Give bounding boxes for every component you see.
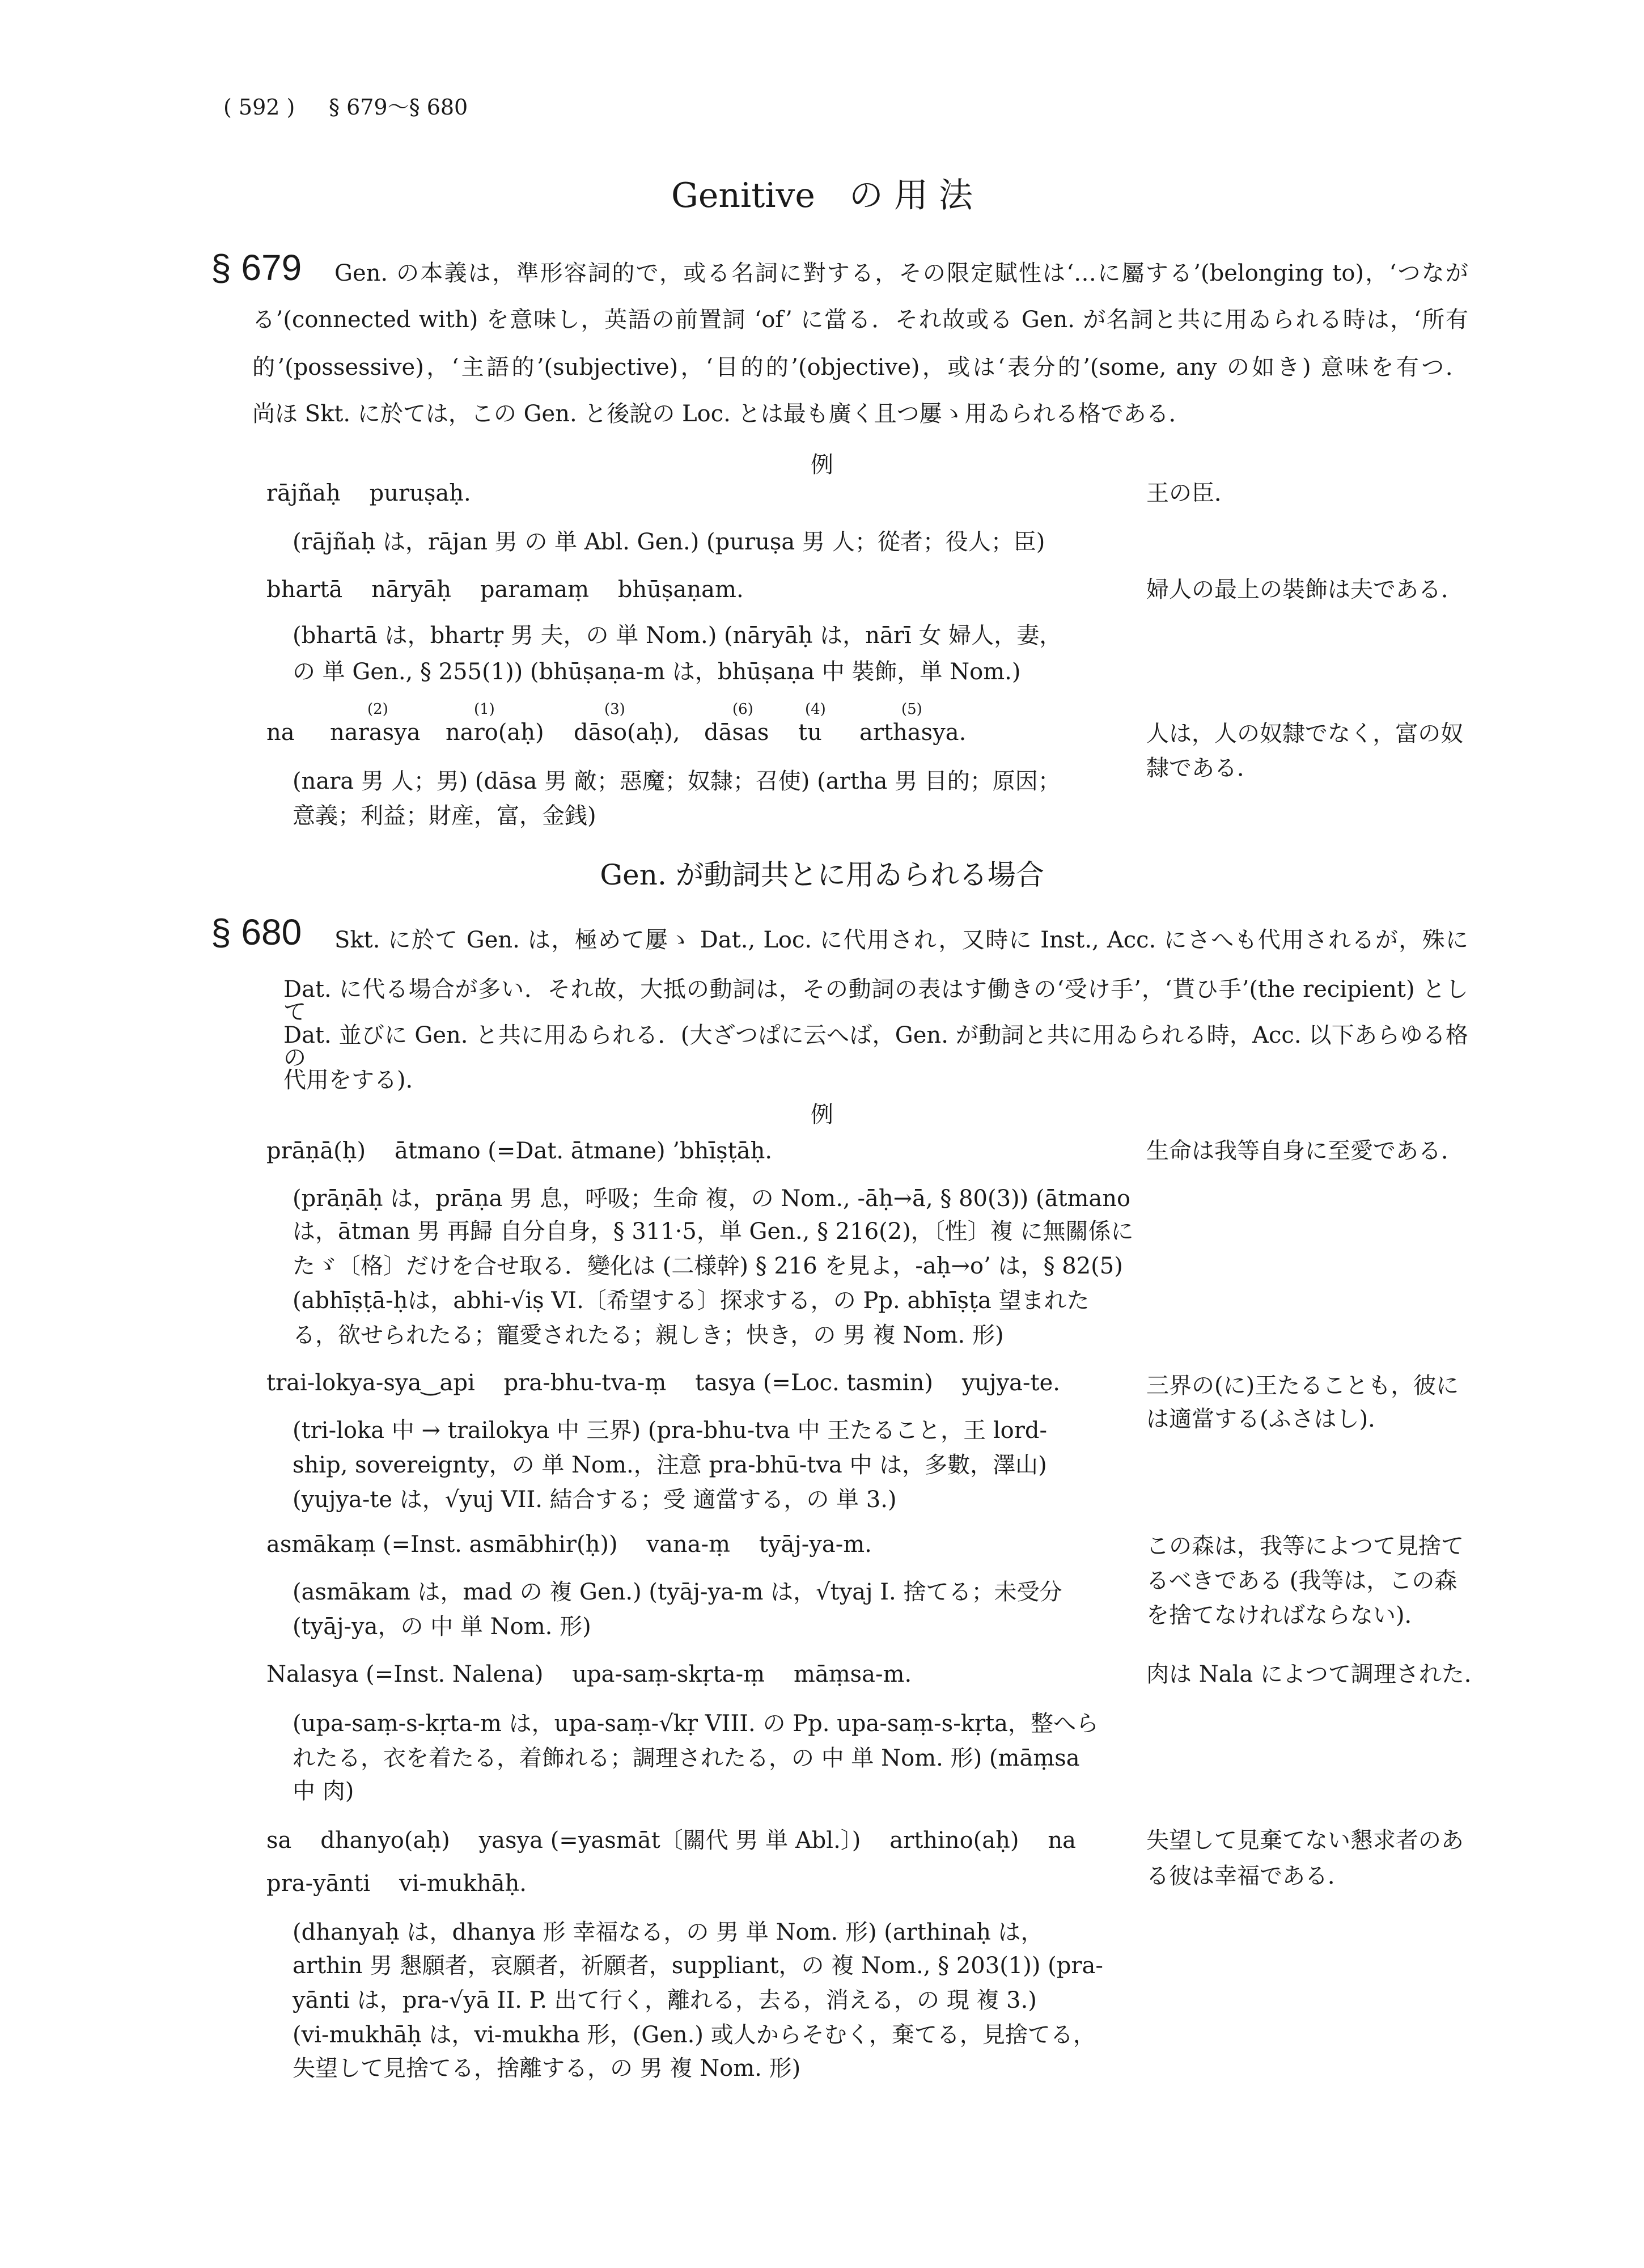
sanskrit-word: dāsas xyxy=(704,720,769,746)
sanskrit-sentence: rājñaḥ puruṣaḥ. xyxy=(266,480,471,506)
sanskrit-word: tu xyxy=(798,720,822,746)
gloss-line: (yujya-te は，√yuj VII. 結合する；受 適當する，の 単 3.) xyxy=(293,1487,897,1513)
gloss-line: の 単 Gen., § 255(1)) (bhūṣaṇa-m は，bhūṣaṇa 中 裝飾，単 Nom.) xyxy=(293,659,1021,685)
word-order-number: (5) xyxy=(901,701,922,718)
sanskrit-sentence: asmākaṃ (=Inst. asmābhir(ḥ)) vana-ṃ tyāj-ya-m. xyxy=(266,1531,872,1558)
section-range: § 679〜§ 680 xyxy=(329,95,468,120)
paragraph-line: Dat. 並びに Gen. と共に用ゐられる．(大ざつぱに云へば，Gen. が動詞と共に用ゐられる時，Acc. 以下あらゆる格の xyxy=(283,1022,1468,1071)
translation: るべきである (我等は，この森 xyxy=(1146,1568,1457,1594)
word-order-number: (4) xyxy=(805,701,826,718)
gloss-line: (rājñaḥ は，rājan 男 の 単 Abl. Gen.) (puruṣa 男 人；從者；役人；臣) xyxy=(293,529,1045,555)
sanskrit-sentence: prāṇā(ḥ) ātmano (=Dat. ātmane) ’bhīṣṭāḥ. xyxy=(266,1138,773,1164)
gloss-line: 失望して見捨てる，捨離する，の 男 複 Nom. 形) xyxy=(293,2055,801,2081)
paragraph-line: 尚ほ Skt. に於ては，この Gen. と後說の Loc. とは最も廣く且つ屢ゝ用ゐられる格である． xyxy=(252,401,1192,427)
gloss-line: (tyāj-ya，の 中 単 Nom. 形) xyxy=(293,1614,591,1640)
sanskrit-sentence: sa dhanyo(aḥ) yasya (=yasmāt〔關代 男 単 Abl.〕) arthino(aḥ) na xyxy=(266,1827,1076,1854)
translation: この森は，我等によつて見捨て xyxy=(1146,1533,1464,1559)
gloss-line: れたる，衣を着たる，着飾れる；調理されたる，の 中 単 Nom. 形) (māṃsa xyxy=(293,1745,1080,1771)
page-number: ( 592 ) xyxy=(223,95,295,120)
sanskrit-sentence: pra-yānti vi-mukhāḥ. xyxy=(266,1871,527,1897)
gloss-line: (asmākam は，mad の 複 Gen.) (tyāj-ya-m は，√tyaj I. 捨てる；未受分 xyxy=(293,1579,1062,1605)
word-order-number: (2) xyxy=(367,701,388,718)
translation: を捨てなければならない)． xyxy=(1146,1602,1427,1628)
gloss-line: (bhartā は，bhartṛ 男 夫，の 単 Nom.) (nāryāḥ は，nārī 女 婦人，妻， xyxy=(293,623,1062,649)
word-order-number: (1) xyxy=(474,701,495,718)
example-label: 例 xyxy=(811,452,833,478)
gloss-line: (dhanyaḥ は，dhanya 形 幸福なる，の 男 単 Nom. 形) (arthinaḥ は， xyxy=(293,1919,1044,1945)
translation: 王の臣． xyxy=(1146,480,1237,506)
sanskrit-word: dāso(aḥ), xyxy=(574,720,680,746)
gloss-line: (vi-mukhāḥ は，vi-mukha 形，(Gen.) 或人からそむく，棄てる，見捨てる， xyxy=(293,2022,1096,2048)
sanskrit-word: arthasya. xyxy=(859,720,967,746)
paragraph-line: Gen. の本義は，準形容詞的で，或る名詞に對する，その限定賦性は‘…に屬する’(belonging to)，‘つなが xyxy=(334,260,1468,286)
paragraph-line: Skt. に於て Gen. は，極めて屢ゝ Dat., Loc. に代用され，又時に Inst., Acc. にさへも代用されるが，殊に xyxy=(334,927,1468,953)
section-number: § 680 xyxy=(211,912,302,953)
gloss-line: (tri-loka 中 → trailokya 中 三界) (pra-bhu-tva 中 王たること，王 lord- xyxy=(293,1417,1047,1444)
gloss-line: (prāṇāḥ は，prāṇa 男 息，呼吸；生命 複，の Nom., -āḥ→ā, § 80(3)) (ātmano xyxy=(293,1186,1131,1212)
paragraph-line: Dat. に代る場合が多い．それ故，大抵の動詞は，その動詞の表はす働きの‘受け手’，‘貰ひ手’(the recipient) として xyxy=(283,976,1468,1025)
translation: 生命は我等自身に至愛である． xyxy=(1146,1138,1464,1164)
word-order-number: (3) xyxy=(604,701,625,718)
gloss-line: yānti は，pra-√yā II. P. 出て行く，離れる，去る，消える，の 現 複 3.) xyxy=(293,1987,1037,2013)
translation: 婦人の最上の裝飾は夫である． xyxy=(1146,577,1464,603)
gloss-line: は，ātman 男 再歸 自分自身，§ 311·5，単 Gen., § 216(2)，〔性〕複 に無關係に xyxy=(293,1218,1134,1245)
sanskrit-word: na xyxy=(266,720,295,746)
section-number: § 679 xyxy=(211,247,302,288)
translation: は適當する(ふさはし)． xyxy=(1146,1406,1391,1432)
gloss-line: 中 肉) xyxy=(293,1778,354,1804)
gloss-line: ship, sovereignty，の 単 Nom.，注意 pra-bhū-tva 中 は，多數，澤山) xyxy=(293,1452,1047,1478)
gloss-line: arthin 男 懇願者，哀願者，祈願者，suppliant，の 複 Nom., § 203(1)) (pra- xyxy=(293,1953,1103,1979)
gloss-line: (upa-saṃ-s-kṛta-m は，upa-saṃ-√kṛ VIII. の Pp. upa-saṃ-s-kṛta，整へら xyxy=(293,1711,1099,1737)
translation: 人は，人の奴隸でなく，富の奴 xyxy=(1146,721,1464,747)
paragraph-line: 代用をする)． xyxy=(283,1067,429,1093)
word-order-number: (6) xyxy=(732,701,753,718)
sanskrit-word: naro(aḥ) xyxy=(446,720,544,746)
sanskrit-sentence: trai-lokya-sya‿api pra-bhu-tva-ṃ tasya (=Loc. tasmin) yujya-te. xyxy=(266,1370,1060,1396)
example-label: 例 xyxy=(811,1102,833,1128)
paragraph-line: 的’(possessive)，‘主語的’(subjective)，‘目的的’(objective)，或は‘表分的’(some, any の如き) 意味を有つ． xyxy=(252,354,1468,380)
translation: る彼は幸福である． xyxy=(1146,1863,1350,1889)
translation: 失望して見棄てない懇求者のあ xyxy=(1146,1827,1464,1854)
page-title: Genitive の 用 法 xyxy=(671,176,973,215)
gloss-line: (abhīṣṭā-ḥは，abhi-√iṣ VI.〔希望する〕探求する，の Pp. abhīṣṭa 望まれた xyxy=(293,1288,1090,1314)
subheading: Gen. が動詞共とに用ゐられる場合 xyxy=(600,858,1044,891)
translation: 三界の(に)王たることも，彼に xyxy=(1146,1373,1459,1399)
sanskrit-sentence: bhartā nāryāḥ paramaṃ bhūṣaṇam. xyxy=(266,577,744,603)
sanskrit-sentence: Nalasya (=Inst. Nalena) upa-saṃ-skṛta-ṃ māṃsa-m. xyxy=(266,1661,912,1687)
sanskrit-word: narasya xyxy=(330,720,421,746)
gloss-line: る，欲せられたる；寵愛されたる；親しき；快き，の 男 複 Nom. 形) xyxy=(293,1322,1004,1348)
translation: 肉は Nala によつて調理された． xyxy=(1146,1661,1487,1687)
translation: 隸である． xyxy=(1146,755,1260,781)
paragraph-line: る’(connected with) を意味し，英語の前置詞 ‘of’ に當る．それ故或る Gen. が名詞と共に用ゐられる時は，‘所有 xyxy=(252,307,1468,333)
gloss-line: たゞ〔格〕だけを合せ取る．變化は (二様幹) § 216 を見よ，-aḥ→o’ は，§ 82(5) xyxy=(293,1253,1123,1279)
gloss-line: (nara 男 人；男) (dāsa 男 敵；惡魔；奴隸；召使) (artha 男 目的；原因； xyxy=(293,768,1061,794)
gloss-line: 意義；利益；財産，富，金銭) xyxy=(293,803,596,829)
